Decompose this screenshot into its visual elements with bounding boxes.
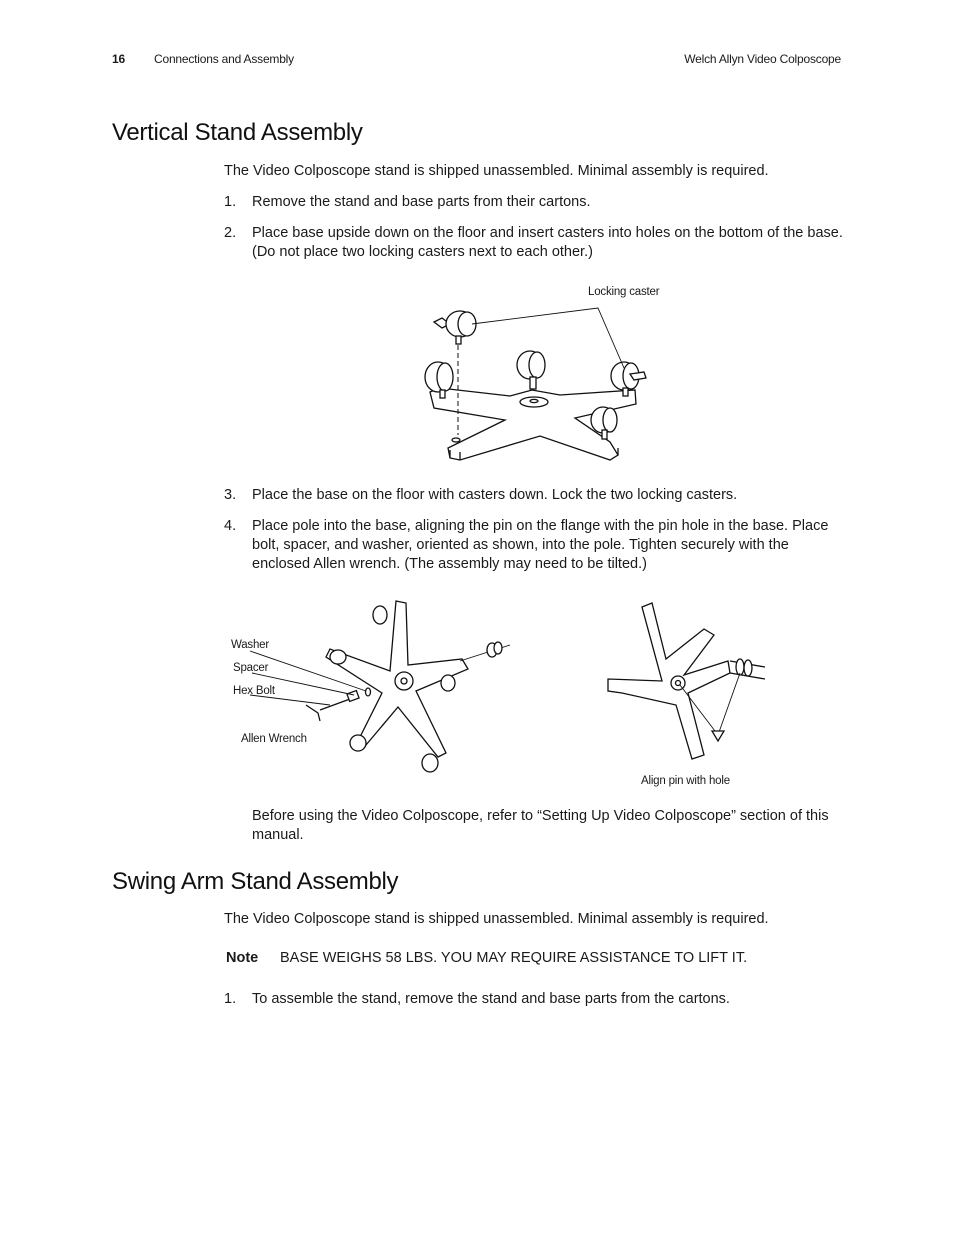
running-section-title: Connections and Assembly — [154, 52, 294, 66]
swing-arm-heading: Swing Arm Stand Assembly — [112, 868, 399, 895]
step-number: 4. — [224, 518, 237, 534]
note-label: Note — [226, 950, 259, 966]
step-number: 2. — [224, 225, 237, 241]
step-text: Remove the stand and base parts from their cartons. — [252, 194, 591, 210]
spacer-callout: Spacer — [233, 662, 269, 674]
pole-alignment-illustration — [600, 595, 770, 775]
locking-caster-callout: Locking caster — [588, 286, 660, 298]
caster-base-illustration — [420, 300, 660, 470]
washer-callout: Washer — [231, 639, 269, 651]
step-number: 1. — [224, 991, 237, 1007]
vertical-stand-heading: Vertical Stand Assembly — [112, 119, 363, 146]
step-text: To assemble the stand, remove the stand and base parts from the cartons. — [252, 991, 730, 1007]
step-number: 1. — [224, 194, 237, 210]
running-document-title: Welch Allyn Video Colposcope — [684, 52, 841, 66]
hex-bolt-callout: Hex Bolt — [233, 685, 275, 697]
base-underside-bolt-illustration — [270, 595, 520, 780]
step-text: Place base upside down on the floor and insert casters into holes on the bottom of the base. (Do not place two locking casters next to each other.) — [252, 225, 843, 260]
closing-paragraph: Before using the Video Colposcope, refer to “Setting Up Video Colposcope” section of this manual. — [252, 808, 829, 843]
note-text: BASE WEIGHS 58 LBS. YOU MAY REQUIRE ASSISTANCE TO LIFT IT. — [280, 950, 748, 966]
step-text: Place pole into the base, aligning the pin on the flange with the pin hole in the base. Place bolt, spacer, and washer, oriented as shown, into the pole. Tighten securely with the enclosed Allen wrench. (The assembly may need to be tilted.) — [252, 518, 829, 572]
allen-wrench-callout: Allen Wrench — [241, 733, 307, 745]
align-pin-callout: Align pin with hole — [641, 775, 730, 787]
swing-intro: The Video Colposcope stand is shipped unassembled. Minimal assembly is required. — [224, 911, 769, 927]
page-number: 16 — [112, 52, 125, 66]
step-number: 3. — [224, 487, 237, 503]
step-text: Place the base on the floor with casters down. Lock the two locking casters. — [252, 487, 738, 503]
vertical-intro: The Video Colposcope stand is shipped unassembled. Minimal assembly is required. — [224, 163, 769, 179]
